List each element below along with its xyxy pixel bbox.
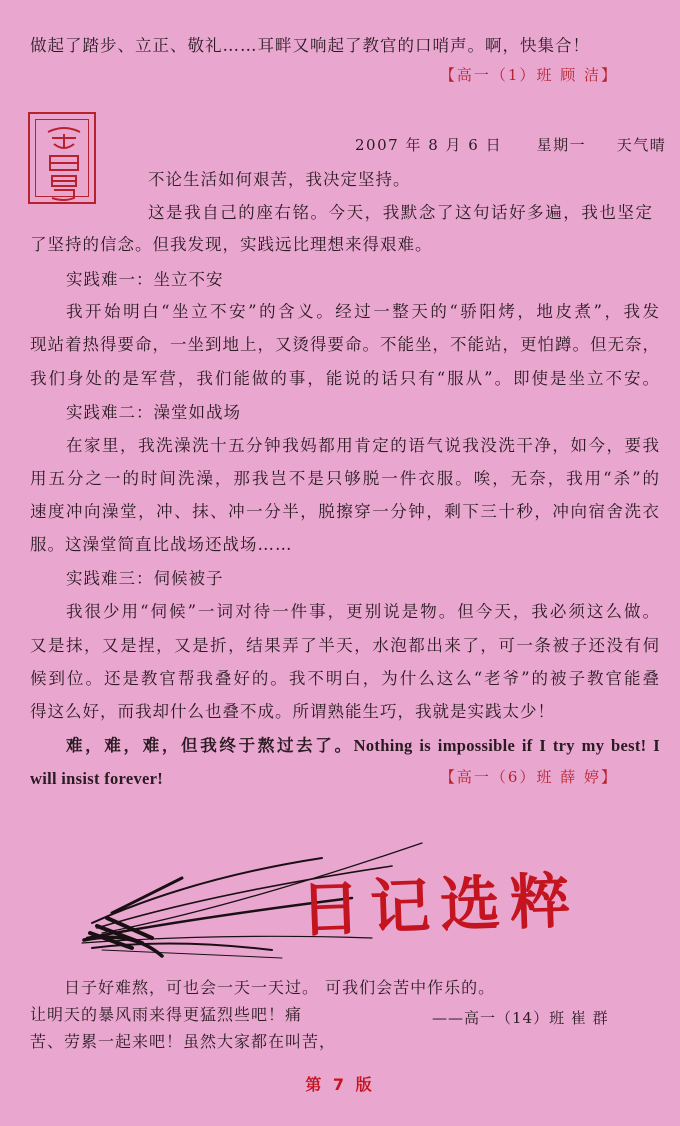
page-number: 第 7 版: [305, 1075, 375, 1094]
diary-subheading: 实践难一：坐立不安: [66, 270, 224, 289]
diary-line-motto: 不论生活如何艰苦，我决定坚持。: [148, 170, 411, 189]
diary-line: 服。这澡堂简直比战场还战场……: [30, 535, 293, 554]
diary-date-line: [355, 134, 666, 155]
excerpt-line: 日子好难熬，可也会一天一天过。 可我们会苦中作乐的。: [64, 978, 496, 997]
diary-weather: 天气晴: [616, 136, 667, 154]
diary-subheading: 实践难二：澡堂如战场: [66, 403, 241, 422]
diary-author: 【高一（6）班 薛 婷】: [439, 768, 618, 786]
diary-line: 我们身处的是军营，我们能做的事，能说的话只有“服从”。即使是坐立不安。: [30, 369, 660, 388]
diary-line-english: will insist forever!: [30, 769, 164, 788]
diary-line: 了坚持的信念。但我发现，实践远比理想来得艰难。: [30, 235, 433, 254]
excerpt-author: ——高一（14）班 崔 群: [432, 1009, 609, 1027]
diary-weekday: 星期一: [536, 136, 587, 154]
section-title: 日记选粹: [299, 866, 582, 946]
excerpt-line: 苦、劳累一起来吧！虽然大家都在叫苦，: [30, 1032, 337, 1051]
diary-line: 得这么好，而我却什么也叠不成。所谓熟能生巧，我就是实践太少！: [30, 702, 555, 721]
diary-line-english: 难，难，难，但我终于熬过去了。Nothing is impossible if I try my best! I: [66, 736, 660, 755]
diary-date: 2007 年 8 月 6 日: [355, 136, 503, 154]
previous-article-tail: 做起了踏步、立正、敬礼……耳畔又响起了教官的口哨声。啊，快集合！: [30, 36, 590, 55]
diary-stamp-seal: [28, 112, 96, 204]
diary-line: 又是抹，又是捏，又是折，结果弄了半天，水泡都出来了，可一条被子还没有伺: [30, 636, 660, 655]
diary-line: 这是我自己的座右铭。今天，我默念了这句话好多遍，我也坚定: [148, 203, 653, 222]
diary-line: 速度冲向澡堂，冲、抹、冲一分半，脱擦穿一分钟，剩下三十秒，冲向宿舍洗衣: [30, 502, 660, 521]
diary-line: 在家里，我洗澡洗十五分钟我妈都用肯定的语气说我没洗干净，如今，要我: [66, 436, 660, 455]
diary-line: 现站着热得要命，一坐到地上，又烫得要命。不能坐，不能站，更怕蹲。但无奈，: [30, 335, 660, 354]
diary-subheading: 实践难三：伺候被子: [66, 569, 224, 588]
excerpt-line: 让明天的暴风雨来得更猛烈些吧！痛: [30, 1005, 303, 1024]
diary-line: 我很少用“伺候”一词对待一件事，更别说是物。但今天，我必须这么做。: [66, 602, 660, 621]
diary-line: 用五分之一的时间洗澡，那我岂不是只够脱一件衣服。唉，无奈，我用“杀”的: [30, 469, 660, 488]
previous-article-author: 【高一（1）班 顾 洁】: [439, 66, 618, 84]
diary-line: 我开始明白“坐立不安”的含义。经过一整天的“骄阳烤，地皮煮”，我发: [66, 302, 660, 321]
diary-line: 候到位。还是教官帮我叠好的。我不明白，为什么这么“老爷”的被子教官能叠: [30, 669, 660, 688]
